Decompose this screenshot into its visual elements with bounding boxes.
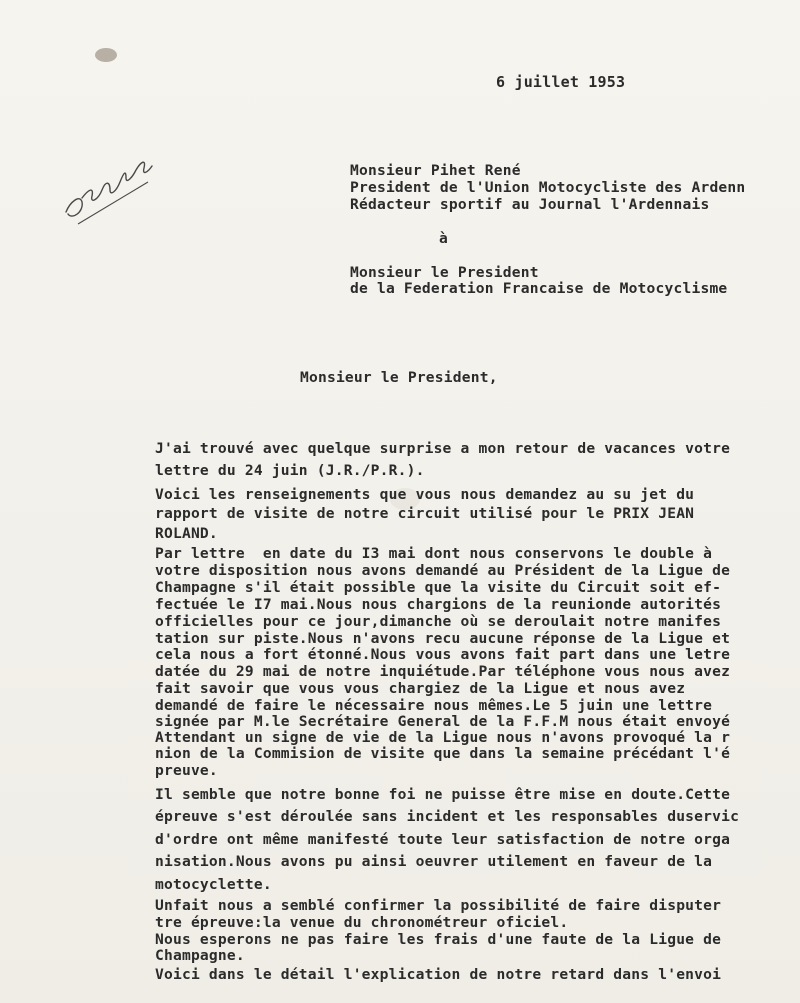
body-line: fectuée le I7 mai.Nous nous chargions de la reunionde autorités	[155, 596, 722, 613]
sender-line: President de l'Union Motocycliste des Ardenn	[350, 179, 746, 196]
body-line: Par lettre en date du I3 mai dont nous conservons le double à	[155, 545, 713, 562]
body-line: épreuve s'est déroulée sans incident et les responsables duservic	[155, 808, 740, 825]
paper-stain	[95, 48, 117, 62]
recipient-line: Monsieur le President	[350, 264, 539, 281]
body-line: cela nous a fort étonné.Nous vous avons fait part dans une letre	[155, 646, 731, 663]
body-line: nisation.Nous avons pu ainsi oeuvrer utilement en faveur de la	[155, 853, 713, 870]
body-line: Nous esperons ne pas faire les frais d'une faute de la Ligue de	[155, 931, 722, 948]
body-line: Unfait nous a semblé confirmer la possibilité de faire disputer	[155, 897, 722, 914]
body-line: d'ordre ont même manifesté toute leur satisfaction de notre orga	[155, 831, 731, 848]
body-line: Voici les renseignements que vous nous demandez au su jet du	[155, 486, 695, 503]
body-line: datée du 29 mai de notre inquiétude.Par téléphone vous nous avez	[155, 663, 731, 680]
to-word: à	[439, 230, 448, 247]
body-line: tation sur piste.Nous n'avons recu aucune réponse de la Ligue et	[155, 630, 731, 647]
body-line: J'ai trouvé avec quelque surprise a mon retour de vacances votre	[155, 440, 731, 457]
body-line: Champagne s'il était possible que la visite du Circuit soit ef-	[155, 579, 722, 596]
body-line: rapport de visite de notre circuit utilisé pour le PRIX JEAN	[155, 505, 695, 522]
body-line: Il semble que notre bonne foi ne puisse être mise en doute.Cette	[155, 786, 731, 803]
sender-line: Monsieur Pihet René	[350, 162, 521, 179]
body-line: Attendant un signe de vie de la Ligue nous n'avons provoqué la r	[155, 729, 731, 746]
salutation: Monsieur le President,	[300, 369, 498, 386]
body-line: demandé de faire le nécessaire nous mêmes.Le 5 juin une lettre	[155, 697, 713, 714]
handwritten-annotation	[52, 142, 162, 242]
body-line: preuve.	[155, 762, 218, 779]
sender-line: Rédacteur sportif au Journal l'Ardennais	[350, 196, 710, 213]
body-line: tre épreuve:la venue du chronométreur oficiel.	[155, 914, 569, 931]
body-line: votre disposition nous avons demandé au Président de la Ligue de	[155, 562, 731, 579]
body-line: Champagne.	[155, 947, 245, 964]
body-line: fait savoir que vous vous chargiez de la Ligue et nous avez	[155, 680, 686, 697]
body-line: signée par M.le Secrétaire General de la F.F.M nous était envoyé	[155, 713, 731, 730]
body-line: Voici dans le détail l'explication de notre retard dans l'envoi	[155, 966, 722, 983]
body-line: nion de la Commision de visite que dans la semaine précédant l'é	[155, 745, 731, 762]
body-line: motocyclette.	[155, 876, 272, 893]
recipient-line: de la Federation Francaise de Motocyclisme	[350, 280, 728, 297]
body-line: officielles pour ce jour,dimanche où se deroulait notre manifes	[155, 613, 722, 630]
body-line: lettre du 24 juin (J.R./P.R.).	[155, 462, 425, 479]
letter-date: 6 juillet 1953	[496, 73, 626, 91]
body-line: ROLAND.	[155, 525, 218, 542]
